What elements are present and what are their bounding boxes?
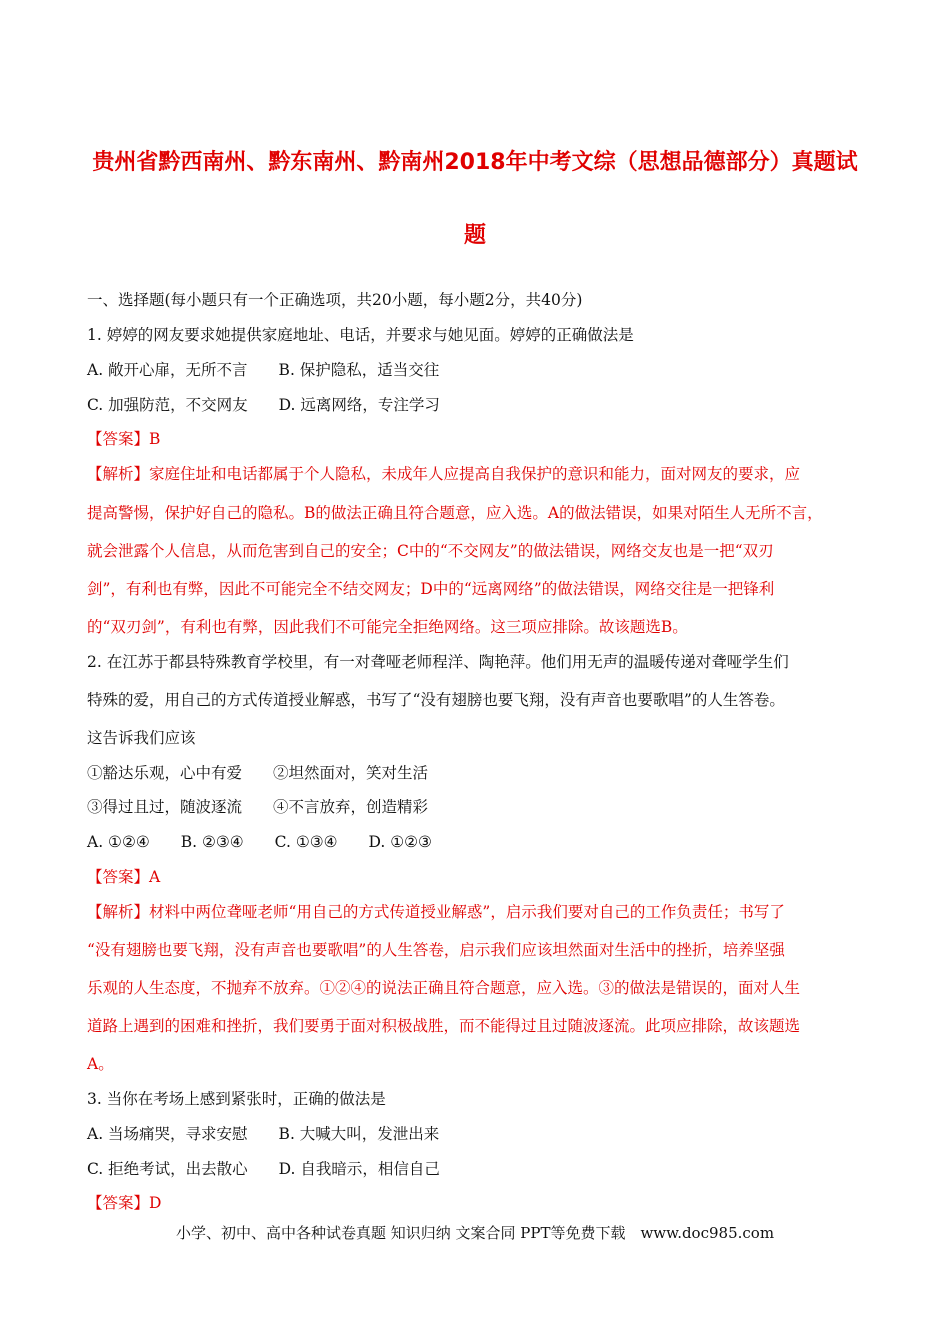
- q2-analysis-line: 道路上遇到的困难和挫折，我们要勇于面对积极战胜，而不能得过且过随波逐流。此项应排除，故该题选: [87, 1017, 801, 1035]
- section-heading: 一、选择题(每小题只有一个正确选项，共20小题，每小题2分，共40分): [87, 291, 583, 309]
- q1-stem: 1. 婷婷的网友要求她提供家庭地址、电话，并要求与她见面。婷婷的正确做法是: [87, 326, 634, 344]
- q1-analysis-line: 提高警惕，保护好自己的隐私。B的做法正确且符合题意，应入选。A的做法错误，如果对陌生人无所不言，: [87, 504, 823, 522]
- q3-options-ab: A. 当场痛哭，寻求安慰 B. 大喊大叫，发泄出来: [87, 1125, 440, 1143]
- q2-items-12: ①豁达乐观，心中有爱 ②坦然面对，笑对生活: [87, 764, 429, 782]
- q1-options-ab: A. 敞开心扉，无所不言 B. 保护隐私，适当交往: [87, 361, 440, 379]
- q1-answer: 【答案】B: [87, 430, 161, 448]
- q2-stem-line: 特殊的爱，用自己的方式传道授业解惑，书写了“没有翅膀也要飞翔，没有声音也要歌唱”的人生答卷。: [87, 691, 785, 709]
- document-title-line1: 贵州省黔西南州、黔东南州、黔南州2018年中考文综（思想品德部分）真题试: [92, 150, 858, 175]
- q2-analysis-line: A。: [87, 1055, 114, 1073]
- q1-options-cd: C. 加强防范，不交网友 D. 远离网络，专注学习: [87, 396, 440, 414]
- q2-stem-line: 这告诉我们应该: [87, 729, 196, 747]
- q2-items-34: ③得过且过，随波逐流 ④不言放弃，创造精彩: [87, 798, 429, 816]
- q1-analysis-line: 就会泄露个人信息，从而危害到自己的安全；C中的“不交网友”的做法错误，网络交友也是一把“双刃: [87, 542, 774, 560]
- q3-stem: 3. 当你在考场上感到紧张时，正确的做法是: [87, 1090, 386, 1108]
- q2-stem-line: 2. 在江苏于都县特殊教育学校里，有一对聋哑老师程洋、陶艳萍。他们用无声的温暖传递对聋哑学生们: [87, 653, 789, 671]
- q3-options-cd: C. 拒绝考试，出去散心 D. 自我暗示，相信自己: [87, 1160, 440, 1178]
- q1-analysis-line: 剑”，有利也有弊，因此不可能完全不结交网友；D中的“远离网络”的做法错误，网络交往是一把锋利: [87, 580, 775, 598]
- document-title-line2: 题: [463, 223, 486, 248]
- q2-answer: 【答案】A: [87, 868, 161, 886]
- q2-options: A. ①②④ B. ②③④ C. ①③④ D. ①②③: [87, 833, 432, 851]
- q1-analysis-line: 的“双刃剑”，有利也有弊，因此我们不可能完全拒绝网络。这三项应排除。故该题选B。: [87, 618, 688, 636]
- q3-answer: 【答案】D: [87, 1194, 162, 1212]
- q2-analysis-line: “没有翅膀也要飞翔，没有声音也要歌唱”的人生答卷，启示我们应该坦然面对生活中的挫折，培养坚强: [87, 941, 785, 959]
- q2-analysis-line: 【解析】材料中两位聋哑老师“用自己的方式传道授业解惑”，启示我们要对自己的工作负责任；书写了: [87, 903, 785, 921]
- page-footer: 小学、初中、高中各种试卷真题 知识归纳 文案合同 PPT等免费下载 www.doc985.com: [175, 1224, 775, 1242]
- q2-analysis-line: 乐观的人生态度，不抛弃不放弃。①②④的说法正确且符合题意，应入选。③的做法是错误的，面对人生: [87, 979, 801, 997]
- q1-analysis-line: 【解析】家庭住址和电话都属于个人隐私，未成年人应提高自我保护的意识和能力，面对网友的要求，应: [87, 465, 801, 483]
